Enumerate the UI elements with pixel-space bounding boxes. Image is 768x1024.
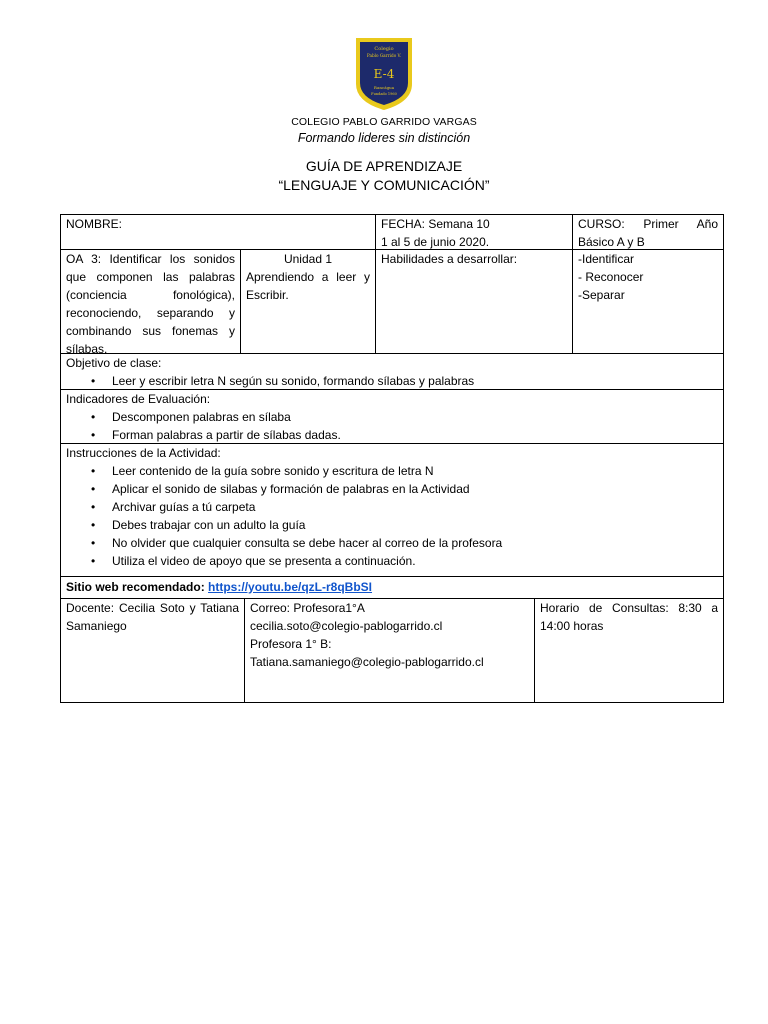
sitio-web-cell xyxy=(60,576,724,599)
instruccion-item: • Aplicar el sonido de silabas y formación de palabras en la Actividad xyxy=(112,480,718,498)
subject-title: “LENGUAJE Y COMUNICACIÓN” xyxy=(278,177,490,193)
correo-line: Correo: Profesora1°A xyxy=(250,601,365,615)
logo-text-line-4: Rancágua xyxy=(373,85,395,90)
instruccion-item: • Leer contenido de la guía sobre sonido y escritura de letra N xyxy=(112,462,718,480)
unidad-cell xyxy=(240,249,376,354)
objetivo-label: Objetivo de clase: xyxy=(66,356,162,370)
indicadores-list xyxy=(66,408,718,444)
habilidad-item: - Reconocer xyxy=(578,270,644,284)
fecha-line-2: 1 al 5 de junio 2020. xyxy=(381,235,490,249)
correo-cell xyxy=(244,598,535,703)
indicador-item: • Forman palabras a partir de sílabas dadas. xyxy=(112,426,718,444)
guide-title: GUÍA DE APRENDIZAJE xyxy=(305,158,463,174)
objetivo-item: • Leer y escribir letra N según su sonido, formando sílabas y palabras xyxy=(112,372,718,390)
habilidades-label: Habilidades a desarrollar: xyxy=(381,252,518,266)
logo-text-line-3: E-4 xyxy=(373,67,395,81)
sitio-web-label: Sitio web recomendado: xyxy=(66,580,205,594)
fecha-cell xyxy=(375,214,573,250)
logo-text-line-5: Fundado 1960 xyxy=(371,92,397,96)
correo-line: cecilia.soto@colegio-pablogarrido.cl xyxy=(250,619,443,633)
instruccion-item: • Utiliza el video de apoyo que se presenta a continuación. xyxy=(112,552,718,570)
sitio-web-link[interactable]: https://youtu.be/qzL-r8qBbSI xyxy=(208,580,373,594)
curso-cell xyxy=(572,214,724,250)
instruccion-item: • No olvider que cualquier consulta se debe hacer al correo de la profesora xyxy=(112,534,718,552)
objetivo-cell xyxy=(60,353,724,390)
oa-text: OA 3: Identificar los sonidos que componen las palabras (conciencia fonológica), reconociendo, separando y combinando sus fonemas y sílabas. xyxy=(66,252,235,356)
horario-text: Horario de Consultas: 8:30 a 14:00 horas xyxy=(540,601,718,633)
correo-line: Profesora 1° B: xyxy=(250,637,332,651)
fecha-line-1: FECHA: Semana 10 xyxy=(381,217,490,231)
school-crest-logo xyxy=(354,36,414,112)
instrucciones-label: Instrucciones de la Actividad: xyxy=(66,446,221,460)
curso-text: CURSO: Primer Año Básico A y B xyxy=(578,217,718,249)
objetivo-list xyxy=(66,372,718,390)
school-name: COLEGIO PABLO GARRIDO VARGAS xyxy=(291,116,477,128)
docente-cell xyxy=(60,598,245,703)
oa-cell xyxy=(60,249,241,354)
instruccion-item: • Archivar guías a tú carpeta xyxy=(112,498,718,516)
correo-line: Tatiana.samaniego@colegio-pablogarrido.cl xyxy=(250,655,484,669)
indicadores-label: Indicadores de Evaluación: xyxy=(66,392,211,406)
instrucciones-cell xyxy=(60,443,724,577)
habilidades-list-cell xyxy=(572,249,724,354)
habilidad-item: -Separar xyxy=(578,288,625,302)
logo-text-line-2: Pablo Garrido V. xyxy=(366,53,402,58)
docente-text: Docente: Cecilia Soto y Tatiana Samaniego xyxy=(66,601,239,633)
nombre-cell xyxy=(60,214,376,250)
school-motto: Formando lideres sin distinción xyxy=(297,131,471,145)
instruccion-item: • Debes trabajar con un adulto la guía xyxy=(112,516,718,534)
unidad-title: Unidad 1 xyxy=(283,252,333,266)
habilidades-label-cell xyxy=(375,249,573,354)
unidad-description: Aprendiendo a leer y Escribir. xyxy=(246,270,370,302)
habilidad-item: -Identificar xyxy=(578,252,635,266)
horario-cell xyxy=(534,598,724,703)
indicador-item: • Descomponen palabras en sílaba xyxy=(112,408,718,426)
indicadores-cell xyxy=(60,389,724,444)
instrucciones-list xyxy=(66,462,718,570)
nombre-label: NOMBRE: xyxy=(66,217,123,231)
logo-text-line-1: Colegio xyxy=(374,46,394,52)
